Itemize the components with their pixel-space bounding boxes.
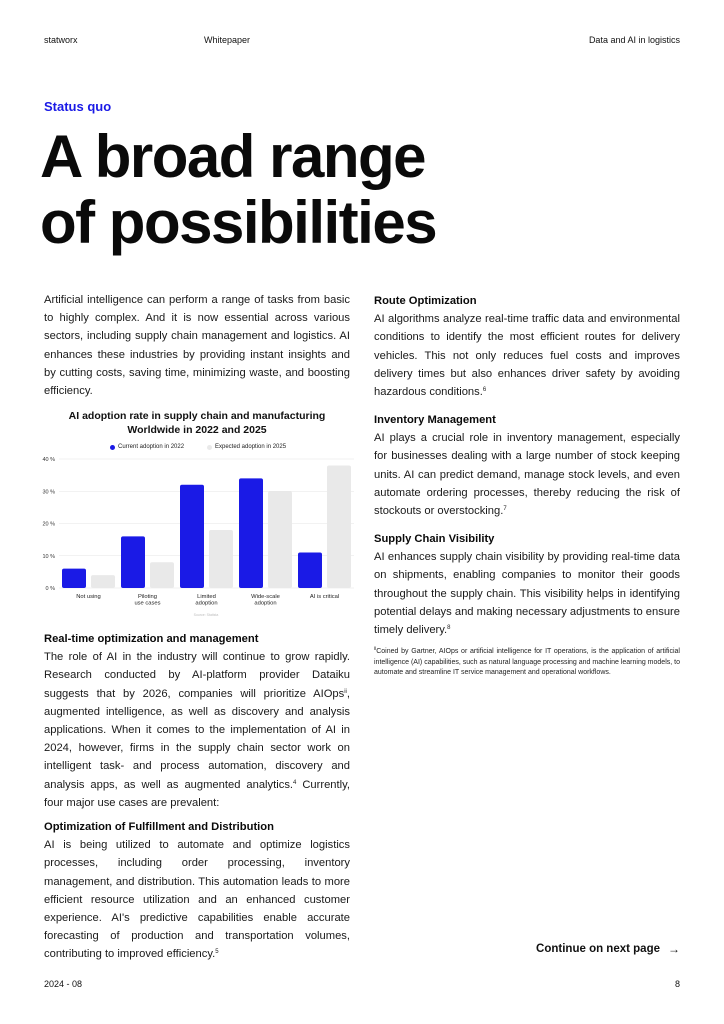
footnote-ref-8: 8 [447, 625, 451, 632]
y-tick-label: 0 % [45, 586, 55, 592]
x-tick-label: adoption [195, 600, 218, 607]
y-tick-label: 40 % [42, 457, 55, 463]
bar-2022 [298, 553, 322, 588]
realtime-section [44, 630, 350, 812]
realtime-text-c: Currently, four major use cases are prevalent: [44, 778, 350, 809]
bar-2025 [268, 491, 292, 588]
bar-2022 [62, 569, 86, 588]
bar-2025 [91, 575, 115, 588]
chart-subtitle: Worldwide in 2022 and 2025 [127, 424, 267, 436]
legend-item-2022 [110, 444, 184, 450]
title-line-2: of possibilities [40, 189, 437, 256]
bar-2022 [239, 478, 263, 588]
y-tick-label: 30 % [42, 489, 55, 496]
inventory-text: AI plays a crucial role in inventory management, especially for businesses dealing with a large number of stock keeping units. AI can predict demand, manage stock levels, and even automate ordering processes, thereby reducing the risk of stockouts or overstocking. [374, 432, 680, 518]
realtime-text-b: , augmented intelligence, as well as discovery and analysis applications. When it comes to the implementation of AI in 2024, however, firms in the supply chain sector work on intelligent task- and process automation, discovery and analysis apps, as well as augmented analytics. [44, 687, 350, 791]
bar-2025 [150, 562, 174, 588]
footnote-ref-ii: ii [344, 688, 347, 695]
title-line-1: A broad range [40, 123, 426, 190]
page-title [40, 124, 436, 256]
footnote-ref-6: 6 [482, 387, 487, 394]
footer-date: 2024 - 08 [44, 979, 83, 989]
footnote-ref-7: 7 [503, 506, 507, 513]
continue-link[interactable] [536, 942, 680, 956]
brand-name: statworx [44, 35, 78, 45]
fulfillment-heading: Optimization of Fulfillment and Distribution [44, 821, 274, 833]
chart-source: Source: Statista [193, 613, 219, 617]
legend-label-2025: Expected adoption in 2025 [215, 444, 287, 450]
footnote-ref-4: 4 [293, 779, 297, 786]
legend-item-2025 [207, 444, 286, 450]
footnote-marker: ii [374, 646, 377, 652]
intro-block [44, 291, 350, 400]
x-tick-label: Piloting [137, 594, 158, 600]
x-tick-label: Limited [197, 594, 216, 600]
legend-swatch-2025 [207, 445, 212, 450]
fulfillment-text: AI is being utilized to automate and optimize logistics processes, including order processing, inventory management, and distribution. This automation leads to more efficient resource utilization and an enhanced customer experience. AI's predictive capabilities enable accurate forecasting of production and transportation volumes, contributing to improved efficiency. [44, 839, 350, 961]
visibility-text: AI enhances supply chain visibility by providing real-time data on shipments, enabling companies to monitor their goods throughout the supply chain. This visibility helps in identifying potential delays and making necessary adjustments to ensure timely delivery. [374, 551, 680, 637]
inventory-paragraph [374, 429, 680, 520]
x-tick-label: Not using [76, 594, 101, 600]
x-tick-label: Wide-scale [251, 594, 280, 600]
realtime-paragraph [44, 648, 350, 812]
bar-2025 [209, 530, 233, 588]
bar-2022 [180, 485, 204, 588]
chart-title [44, 409, 350, 437]
inventory-heading: Inventory Management [374, 414, 496, 426]
intro-paragraph: Artificial intelligence can perform a range of tasks from basic to highly complex. And it is now essential across various sectors, including supply chain management and logistics. AI enhances these industries by providing instant insights and by cutting costs, saving time, minimizing waste, and boosting efficiency. [44, 294, 350, 398]
visibility-paragraph [374, 548, 680, 639]
route-paragraph [374, 310, 680, 401]
footnote-ref-5: 5 [215, 949, 219, 956]
fulfillment-section [44, 818, 350, 964]
route-heading: Route Optimization [374, 295, 477, 307]
chart-title-main: AI adoption rate in supply chain and manufacturing [68, 410, 326, 422]
x-tick-label: use cases [134, 600, 161, 607]
document-topic: Data and AI in logistics [588, 35, 680, 45]
adoption-bar-chart [40, 452, 354, 622]
bar-2022 [121, 536, 145, 588]
y-tick-label: 20 % [42, 521, 55, 528]
route-section [374, 292, 680, 401]
page-number: 8 [674, 979, 680, 989]
legend-swatch-2022 [110, 445, 115, 450]
route-text: AI algorithms analyze real-time traffic data and environmental conditions to identify the most efficient routes for delivery vehicles. This not only reduces fuel costs and improves delivery times but also enhances driver safety by avoiding hazardous conditions. [374, 313, 680, 399]
realtime-text-a: The role of AI in the industry will continue to grow rapidly. Research conducted by AI-platform provider Dataiku suggests that by 2026, companies will prioritize AIOps [44, 651, 350, 700]
document-type: Whitepaper [204, 35, 251, 45]
arrow-right-icon: → [668, 942, 680, 956]
visibility-heading: Supply Chain Visibility [374, 533, 495, 545]
visibility-section [374, 530, 680, 639]
inventory-section [374, 411, 680, 520]
footnote-text: Coined by Gartner, AIOps or artificial intelligence for IT operations, is the application of artificial intelligence (AI) capabilities, such as natural language processing and machine learning models, to automate and streamline IT service management and operational workflows. [374, 648, 680, 676]
y-tick-label: 10 % [42, 553, 55, 560]
fulfillment-paragraph [44, 836, 350, 963]
x-tick-label: AI is critical [309, 594, 340, 600]
realtime-heading: Real-time optimization and management [44, 633, 259, 645]
footnote [374, 647, 680, 679]
section-kicker: Status quo [44, 99, 112, 114]
x-tick-label: adoption [254, 600, 277, 607]
bar-2025 [327, 465, 351, 588]
continue-label: Continue on next page [536, 943, 660, 955]
legend-label-2022: Current adoption in 2022 [118, 444, 185, 450]
